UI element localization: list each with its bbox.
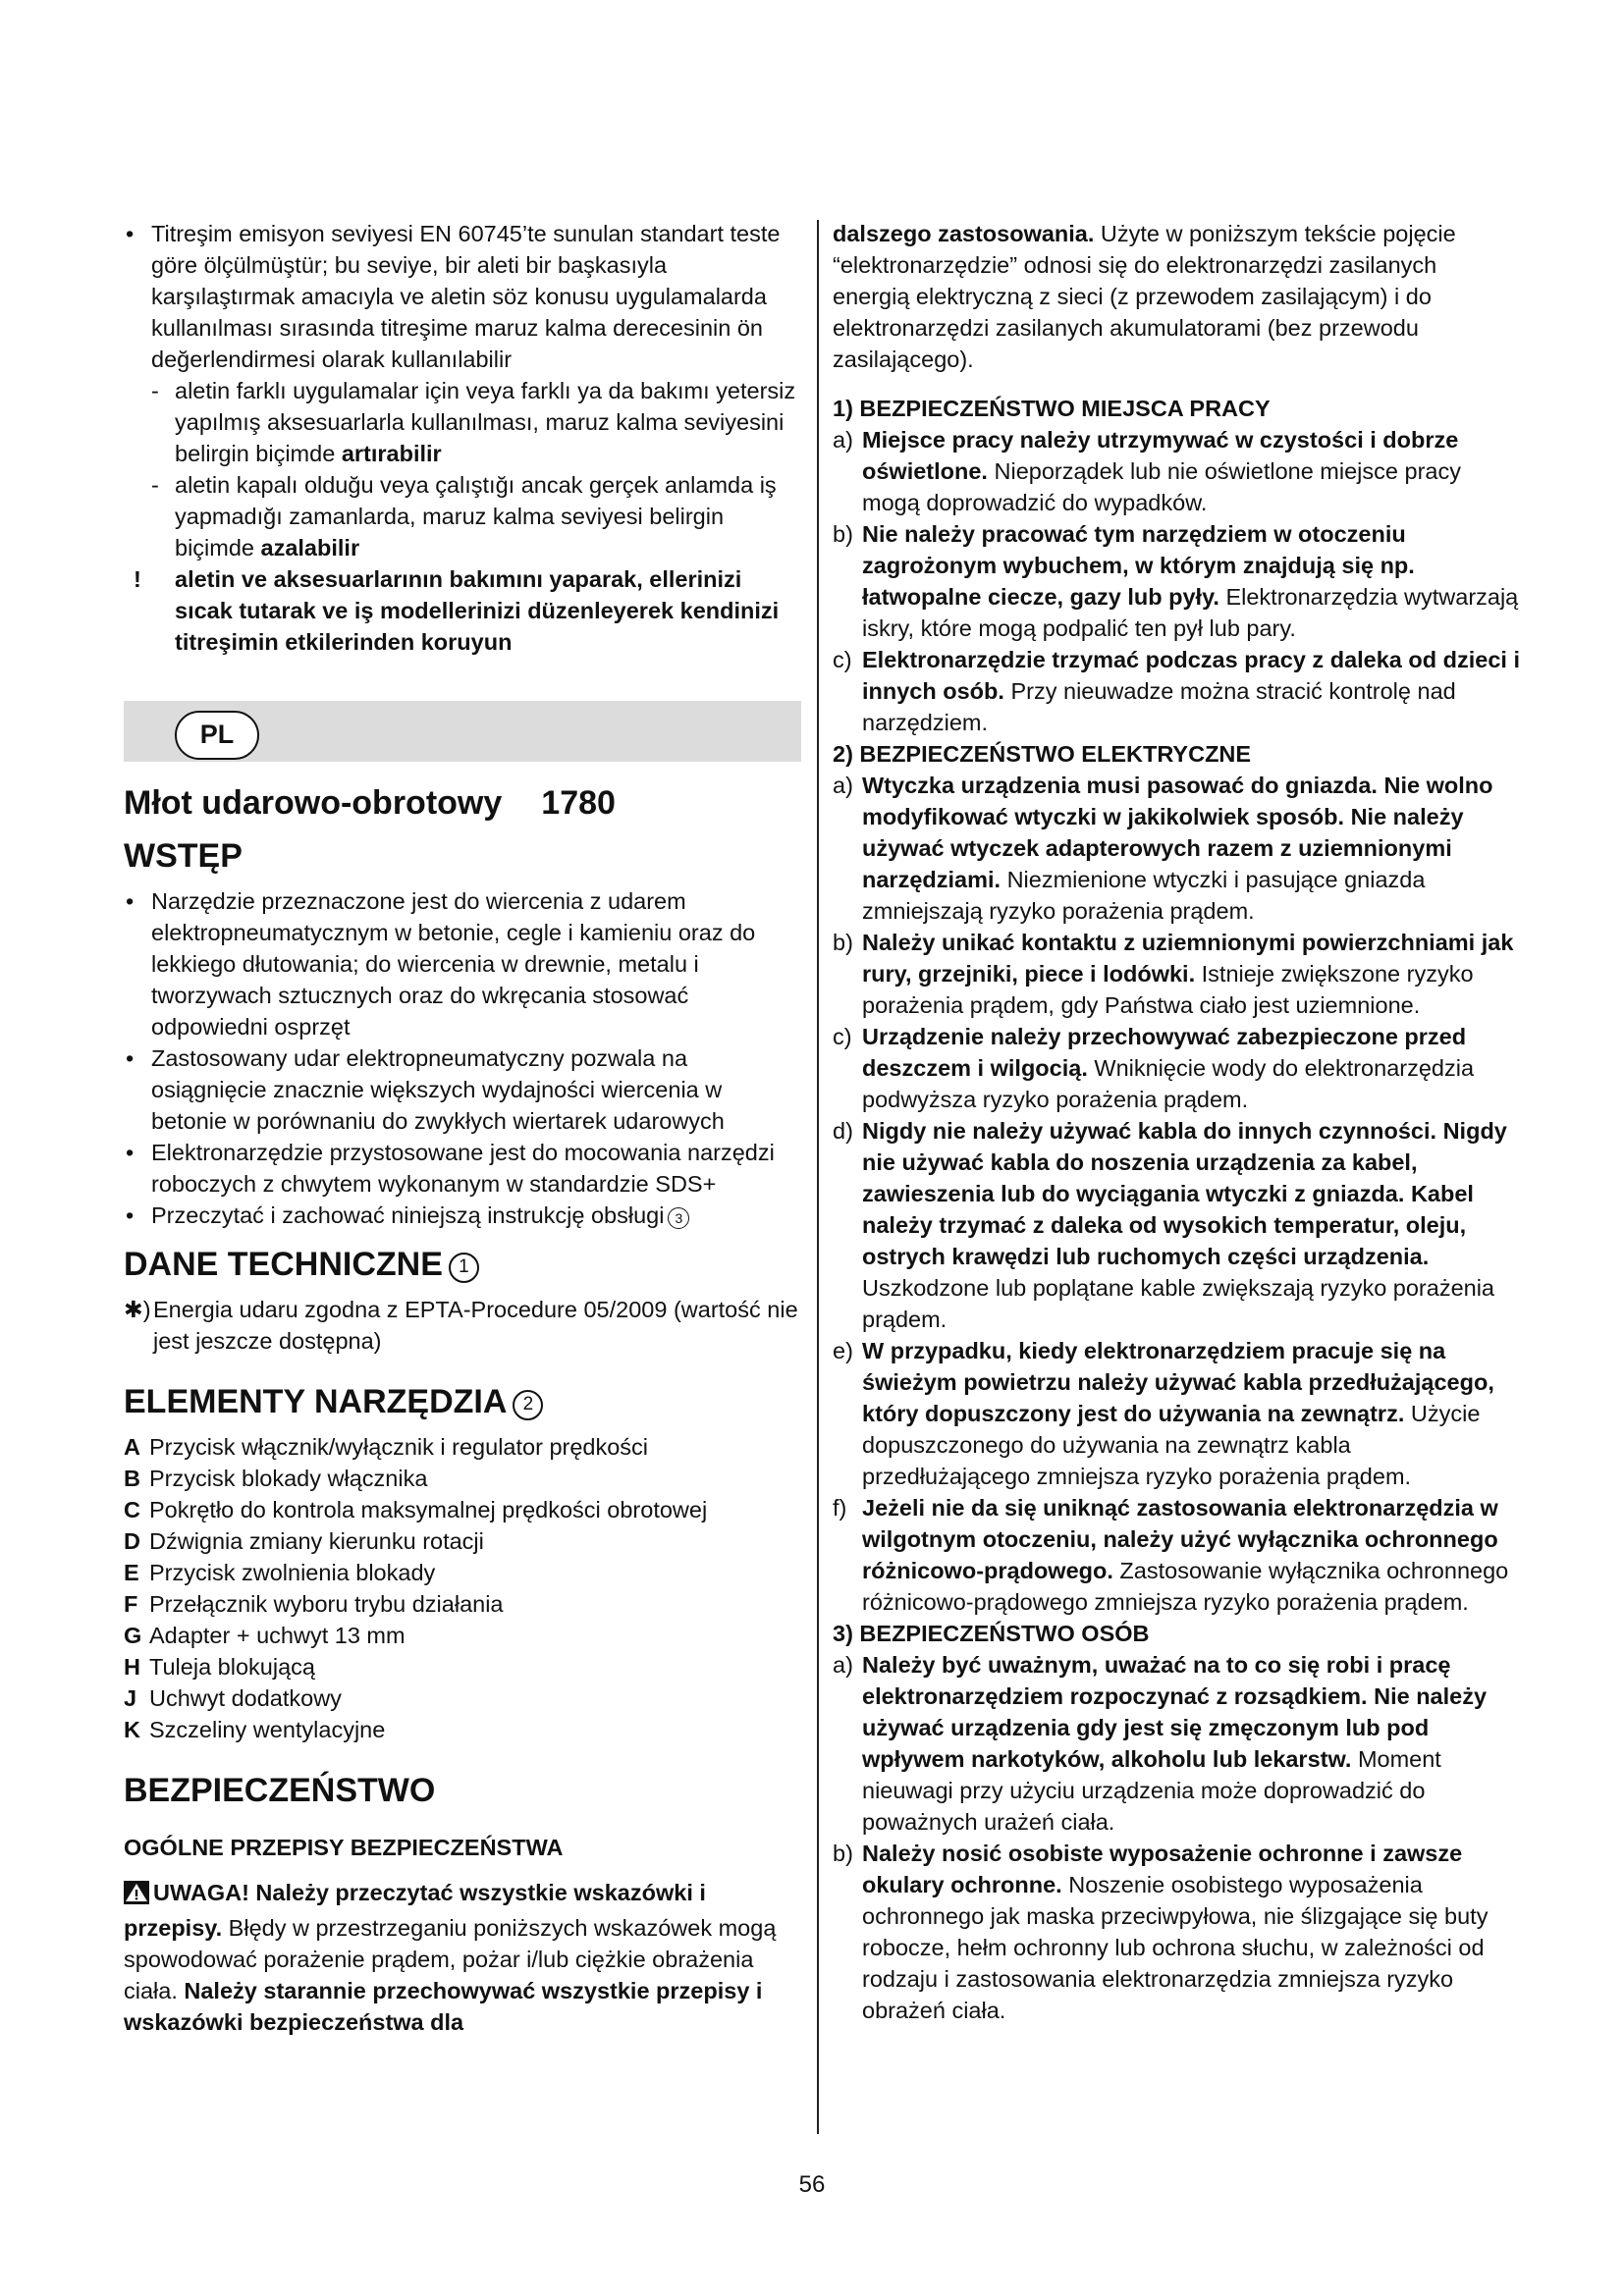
intro-bullet: • Zastosowany udar elektropneumatyczny pozwala na osiągnięcie znacznie większych wydajności wiercenia w betonie w porównaniu do zwykłych wiertarek udarowych [124, 1042, 801, 1137]
part-item: A Przycisk włącznik/wyłącznik i regulator prędkości [124, 1434, 649, 1460]
work-area-item: c) Elektronarzędzie trzymać podczas pracy z daleka od dzieci i innych osób. Przy nieuwadze można stracić kontrolę nad narzędziem. [833, 647, 1521, 735]
figure-ref-1: 1 [449, 1253, 479, 1283]
intro-bullet: • Narzędzie przeznaczone jest do wiercenia z udarem elektropneumatycznym w betonie, cegle i kamieniu oraz do lekkiego dłutowania; do wiercenia w drewnie, metalu i tworzywach sztucznych oraz do wkręcania stosować odpowiedni osprzęt [124, 885, 801, 1042]
language-band [124, 701, 801, 762]
part-item: K Szczeliny wentylacyjne [124, 1717, 386, 1742]
warning-paragraph: UWAGA! Należy przeczytać wszystkie wskazówki i przepisy. Błędy w przestrzeganiu poniższych wskazówek mogą spowodować porażenie prądem, pożar i/lub ciężkie obrażenia ciała. Należy starannie przechowywać wszystkie przepisy i wskazówki bezpieczeństwa dla [124, 1880, 777, 2035]
parts-list [124, 1431, 801, 1745]
intro-bullet: • Elektronarzędzie przystosowane jest do mocowania narzędzi roboczych z chwytem wykonanym w standardzie SDS+ [124, 1137, 801, 1200]
figure-ref-3: 3 [668, 1207, 689, 1229]
column-divider [817, 220, 819, 2134]
electrical-item: f) Jeżeli nie da się uniknąć zastosowania elektronarzędzia w wilgotnym otoczeniu, należy użyć wyłącznika ochronnego różnicowo-prądowego. Zastosowanie wyłącznika ochronnego różnicowo-prądowego zmniejsza ryzyko porażenia prądem. [833, 1495, 1509, 1615]
personal-safety-item: a) Należy być uważnym, uważać na to co się robi i pracę elektronarzędziem rozpoczynać z rozsądkiem. Nie należy używać urządzenia gdy jest się zmęczonym lub pod wpływem narkotyków, alkoholu lub lekarstw. Moment nieuwagi przy użyciu urządzenia może doprowadzić do poważnych urażeń ciała. [833, 1652, 1488, 1835]
electrical-item: b) Należy unikać kontaktu z uziemnionymi powierzchniami jak rury, grzejniki, piece i lodówki. Istnieje zwiększone ryzyko porażenia prądem, gdy Państwa ciało jest uziemnione. [833, 930, 1514, 1018]
right-column [833, 218, 1520, 2026]
warning-icon [124, 1881, 149, 1912]
vibration-dash-1: - aletin farklı uygulamalar için veya farklı ya da bakımı yetersiz yapılmış aksesuarlarla kullanılması, maruz kalma seviyesini belirgin biçimde artırabilir [151, 378, 796, 466]
part-item: E Przycisk zwolnienia blokady [124, 1560, 436, 1585]
part-item: G Adapter + uchwyt 13 mm [124, 1623, 406, 1648]
vibration-dash-2: - aletin kapalı olduğu veya çalıştığı ancak gerçek anlamda iş yapmadığı zamanlarda, maruz kalma seviyesi belirgin biçimde azalabilir [151, 472, 777, 561]
safety-heading: BEZPIECZEŃSTWO [124, 1772, 436, 1809]
parts-heading: ELEMENTY NARZĘDZIA 2 [124, 1382, 801, 1421]
electrical-item: d) Nigdy nie należy używać kabla do innych czynności. Nigdy nie używać kabla do noszenia urządzenia za kabel, zawieszenia lub do wyciągania wtyczki z gniazda. Kabel należy trzymać z daleka od wysokich temperatur, oleju, ostrych krawędzi lub ruchomych części urządzenia. Uszkodzone lub poplątane kable zwiększają ryzyko porażenia prądem. [833, 1118, 1507, 1332]
work-area-heading: 1) BEZPIECZEŃSTWO MIEJSCA PRACY [833, 396, 1271, 421]
page-number: 56 [798, 2171, 826, 2198]
tech-heading: DANE TECHNICZNE 1 [124, 1245, 801, 1284]
part-item: H Tuleja blokującą [124, 1654, 315, 1680]
personal-safety-item: b) Należy nosić osobiste wyposażenie ochronne i zawsze okulary ochronne. Noszenie osobistego wyposażenia ochronnego jak maska przeciwpyłowa, nie ślizgające się buty robocze, hełm ochronny lub ochrona słuchu, w zależności od rodzaju i zastosowania elektronarzędzia zmniejsza ryzyko obrażeń ciała. [833, 1841, 1489, 2023]
electrical-item: e) W przypadku, kiedy elektronarzędziem pracuje się na świeżym powietrzu należy używać kabla przedłużającego, który dopuszczony jest do używania na zewnątrz. Użycie dopuszczonego do używania na zewnątrz kabla przedłużającego zmniejsza ryzyko porażenia prądem. [833, 1338, 1494, 1489]
vibration-bullet: • Titreşim emisyon seviyesi EN 60745’te sunulan standart teste göre ölçülmüştür; bu seviye, bir aleti bir başkasıyla karşılaştırmak amacıyla ve aletin söz konusu uygulamalarda kullanılması sırasında titreşime maruz kalma derecesinin ön değerlendirmesi olarak kullanılabilir [124, 218, 801, 375]
personal-safety-heading: 3) BEZPIECZEŃSTWO OSÓB [833, 1621, 1150, 1646]
part-item: B Przycisk blokady włącznika [124, 1466, 428, 1491]
tech-note: ✱) Energia udaru zgodna z EPTA-Procedure 05/2009 (wartość nie jest jeszcze dostępna) [124, 1297, 798, 1354]
language-badge: PL [175, 711, 259, 760]
vibration-warning: ! aletin ve aksesuarlarının bakımını yaparak, ellerinizi sıcak tutarak ve iş modellerinizi düzenleyerek kendinizi titreşimin etkilerinden koruyun [134, 566, 780, 655]
part-item: J Uchwyt dodatkowy [124, 1685, 342, 1711]
left-column [124, 218, 801, 2038]
model-title: Młot udarowo-obrotowy 1780 [124, 784, 616, 822]
general-safety-heading: OGÓLNE PRZEPISY BEZPIECZEŃSTWA [124, 1835, 564, 1860]
work-area-item: b) Nie należy pracować tym narzędziem w otoczeniu zagrożonym wybuchem, w którym znajdują się np. łatwopalne ciecze, gazy lub pyły. Elektronarzędzia wytwarzają iskry, które mogą podpalić ten pył lub pary. [833, 521, 1519, 641]
intro-bullet-manual: • Przeczytać i zachować niniejszą instrukcję obsługi 3 [124, 1200, 801, 1231]
part-item: C Pokrętło do kontrola maksymalnej prędkości obrotowej [124, 1497, 708, 1522]
intro-heading: WSTĘP [124, 837, 243, 875]
electrical-item: c) Urządzenie należy przechowywać zabezpieczone przed deszczem i wilgocią. Wniknięcie wody do elektronarzędzia podwyższa ryzyko porażenia prądem. [833, 1024, 1475, 1112]
safety-continuation: dalszego zastosowania. Użyte w poniższym tekście pojęcie “elektronarzędzie” odnosi się do elektronarzędzi zasilanych energią elektryczną z sieci (z przewodem zasilającym) i do elektronarzędzi zasilanych akumulatorami (bez przewodu zasilającego). [833, 221, 1456, 372]
electrical-item: a) Wtyczka urządzenia musi pasować do gniazda. Nie wolno modyfikować wtyczki w jakikolwiek sposób. Nie należy używać wtyczek adapterowych razem z uziemnionymi narzędziami. Niezmienione wtyczki i pasujące gniazda zmniejszają ryzyko porażenia prądem. [833, 773, 1493, 924]
part-item: F Przełącznik wyboru trybu działania [124, 1591, 504, 1617]
electrical-heading: 2) BEZPIECZEŃSTWO ELEKTRYCZNE [833, 741, 1252, 767]
part-item: D Dźwignia zmiany kierunku rotacji [124, 1528, 484, 1554]
work-area-item: a) Miejsce pracy należy utrzymywać w czystości i dobrze oświetlone. Nieporządek lub nie oświetlone miejsce pracy mogą doprowadzić do wypadków. [833, 427, 1461, 515]
model-number: 1780 [541, 784, 616, 822]
figure-ref-2: 2 [513, 1390, 543, 1420]
